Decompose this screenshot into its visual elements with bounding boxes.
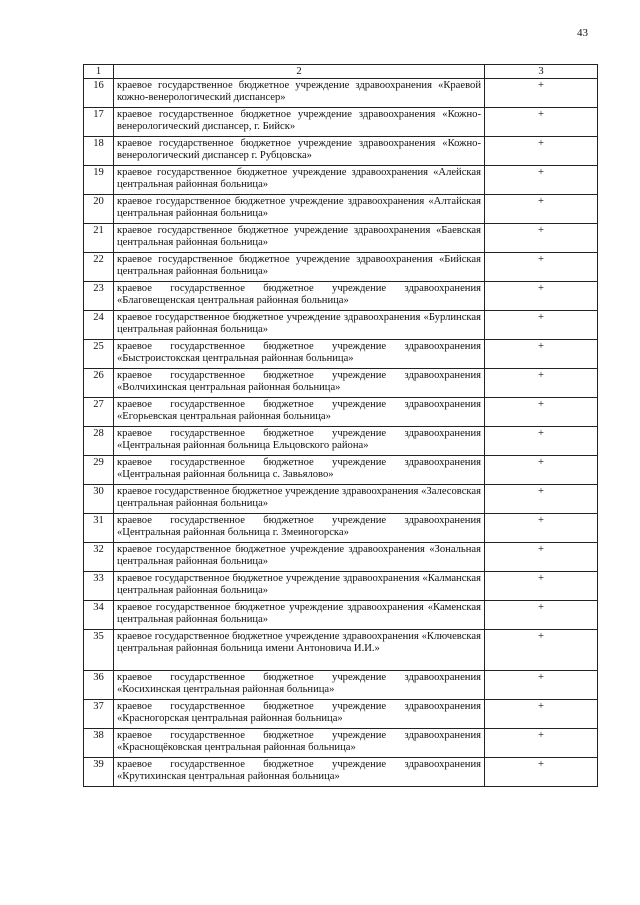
- page-number: 43: [577, 27, 588, 39]
- table-row: [84, 195, 598, 224]
- status-mark: +: [485, 340, 598, 369]
- row-number: 21: [84, 224, 114, 253]
- status-mark: +: [485, 224, 598, 253]
- row-number: 26: [84, 369, 114, 398]
- status-mark: +: [485, 427, 598, 456]
- table-row: [84, 253, 598, 282]
- row-number: 27: [84, 398, 114, 427]
- status-mark: +: [485, 195, 598, 224]
- table-row: [84, 700, 598, 729]
- row-number: 25: [84, 340, 114, 369]
- status-mark: +: [485, 137, 598, 166]
- status-mark: +: [485, 79, 598, 108]
- table-row: [84, 630, 598, 671]
- status-mark: +: [485, 282, 598, 311]
- row-number: 19: [84, 166, 114, 195]
- table-header-row: [84, 65, 598, 79]
- table-row: [84, 369, 598, 398]
- status-mark: +: [485, 398, 598, 427]
- status-mark: +: [485, 758, 598, 787]
- institution-name: краевое государственное бюджетное учреждение здравоохранения «Крутихинская центральная районная больница»: [114, 758, 485, 787]
- table-row: [84, 758, 598, 787]
- table-row: [84, 79, 598, 108]
- table-row: [84, 572, 598, 601]
- row-number: 33: [84, 572, 114, 601]
- header-col-1: 1: [84, 65, 114, 79]
- status-mark: +: [485, 729, 598, 758]
- institution-name: краевое государственное бюджетное учреждение здравоохранения «Косихинская центральная районная больница»: [114, 671, 485, 700]
- table-row: [84, 485, 598, 514]
- row-number: 17: [84, 108, 114, 137]
- table-row: [84, 311, 598, 340]
- institution-name: краевое государственное бюджетное учреждение здравоохранения «Ключевская центральная районная больница имени Антоновича И.И.»: [114, 630, 485, 671]
- institution-name: краевое государственное бюджетное учреждение здравоохранения «Баевская центральная районная больница»: [114, 224, 485, 253]
- table-row: [84, 398, 598, 427]
- status-mark: +: [485, 543, 598, 572]
- table-row: [84, 543, 598, 572]
- table-row: [84, 729, 598, 758]
- status-mark: +: [485, 456, 598, 485]
- row-number: 36: [84, 671, 114, 700]
- row-number: 32: [84, 543, 114, 572]
- row-number: 31: [84, 514, 114, 543]
- status-mark: +: [485, 253, 598, 282]
- row-number: 39: [84, 758, 114, 787]
- institution-name: краевое государственное бюджетное учреждение здравоохранения «Центральная районная больница г. Змеиногорска»: [114, 514, 485, 543]
- institution-name: краевое государственное бюджетное учреждение здравоохранения «Быстроистокская центральная районная больница»: [114, 340, 485, 369]
- table-row: [84, 671, 598, 700]
- institution-name: краевое государственное бюджетное учреждение здравоохранения «Кожно-венерологический диспансер, г. Бийск»: [114, 108, 485, 137]
- table-row: [84, 427, 598, 456]
- table-row: [84, 137, 598, 166]
- row-number: 34: [84, 601, 114, 630]
- institution-name: краевое государственное бюджетное учреждение здравоохранения «Краевой кожно-венерологический диспансер»: [114, 79, 485, 108]
- row-number: 35: [84, 630, 114, 671]
- row-number: 16: [84, 79, 114, 108]
- status-mark: +: [485, 601, 598, 630]
- institution-name: краевое государственное бюджетное учреждение здравоохранения «Красногорская центральная районная больница»: [114, 700, 485, 729]
- status-mark: +: [485, 514, 598, 543]
- institution-name: краевое государственное бюджетное учреждение здравоохранения «Алейская центральная районная больница»: [114, 166, 485, 195]
- row-number: 30: [84, 485, 114, 514]
- table-row: [84, 456, 598, 485]
- row-number: 18: [84, 137, 114, 166]
- institution-name: краевое государственное бюджетное учреждение здравоохранения «Краснощёковская центральная районная больница»: [114, 729, 485, 758]
- institution-name: краевое государственное бюджетное учреждение здравоохранения «Благовещенская центральная районная больница»: [114, 282, 485, 311]
- row-number: 28: [84, 427, 114, 456]
- institution-name: краевое государственное бюджетное учреждение здравоохранения «Калманская центральная районная больница»: [114, 572, 485, 601]
- institution-name: краевое государственное бюджетное учреждение здравоохранения «Кожно-венерологический диспансер г. Рубцовска»: [114, 137, 485, 166]
- table-row: [84, 166, 598, 195]
- table-row: [84, 514, 598, 543]
- status-mark: +: [485, 630, 598, 671]
- table-row: [84, 340, 598, 369]
- row-number: 37: [84, 700, 114, 729]
- status-mark: +: [485, 166, 598, 195]
- institution-name: краевое государственное бюджетное учреждение здравоохранения «Алтайская центральная районная больница»: [114, 195, 485, 224]
- status-mark: +: [485, 311, 598, 340]
- header-col-3: 3: [485, 65, 598, 79]
- status-mark: +: [485, 485, 598, 514]
- row-number: 20: [84, 195, 114, 224]
- table-row: [84, 601, 598, 630]
- institution-name: краевое государственное бюджетное учреждение здравоохранения «Центральная районная больница Ельцовского района»: [114, 427, 485, 456]
- row-number: 29: [84, 456, 114, 485]
- institution-name: краевое государственное бюджетное учреждение здравоохранения «Залесовская центральная районная больница»: [114, 485, 485, 514]
- status-mark: +: [485, 572, 598, 601]
- row-number: 24: [84, 311, 114, 340]
- institution-name: краевое государственное бюджетное учреждение здравоохранения «Зональная центральная районная больница»: [114, 543, 485, 572]
- header-col-2: 2: [114, 65, 485, 79]
- status-mark: +: [485, 671, 598, 700]
- institutions-table: [83, 64, 598, 787]
- table-row: [84, 224, 598, 253]
- institution-name: краевое государственное бюджетное учреждение здравоохранения «Волчихинская центральная районная больница»: [114, 369, 485, 398]
- row-number: 23: [84, 282, 114, 311]
- row-number: 22: [84, 253, 114, 282]
- institution-name: краевое государственное бюджетное учреждение здравоохранения «Егорьевская центральная районная больница»: [114, 398, 485, 427]
- row-number: 38: [84, 729, 114, 758]
- status-mark: +: [485, 369, 598, 398]
- institution-name: краевое государственное бюджетное учреждение здравоохранения «Бурлинская центральная районная больница»: [114, 311, 485, 340]
- institution-name: краевое государственное бюджетное учреждение здравоохранения «Бийская центральная районная больница»: [114, 253, 485, 282]
- institution-name: краевое государственное бюджетное учреждение здравоохранения «Центральная районная больница с. Завьялово»: [114, 456, 485, 485]
- table-row: [84, 108, 598, 137]
- table-row: [84, 282, 598, 311]
- status-mark: +: [485, 700, 598, 729]
- status-mark: +: [485, 108, 598, 137]
- institution-name: краевое государственное бюджетное учреждение здравоохранения «Каменская центральная районная больница»: [114, 601, 485, 630]
